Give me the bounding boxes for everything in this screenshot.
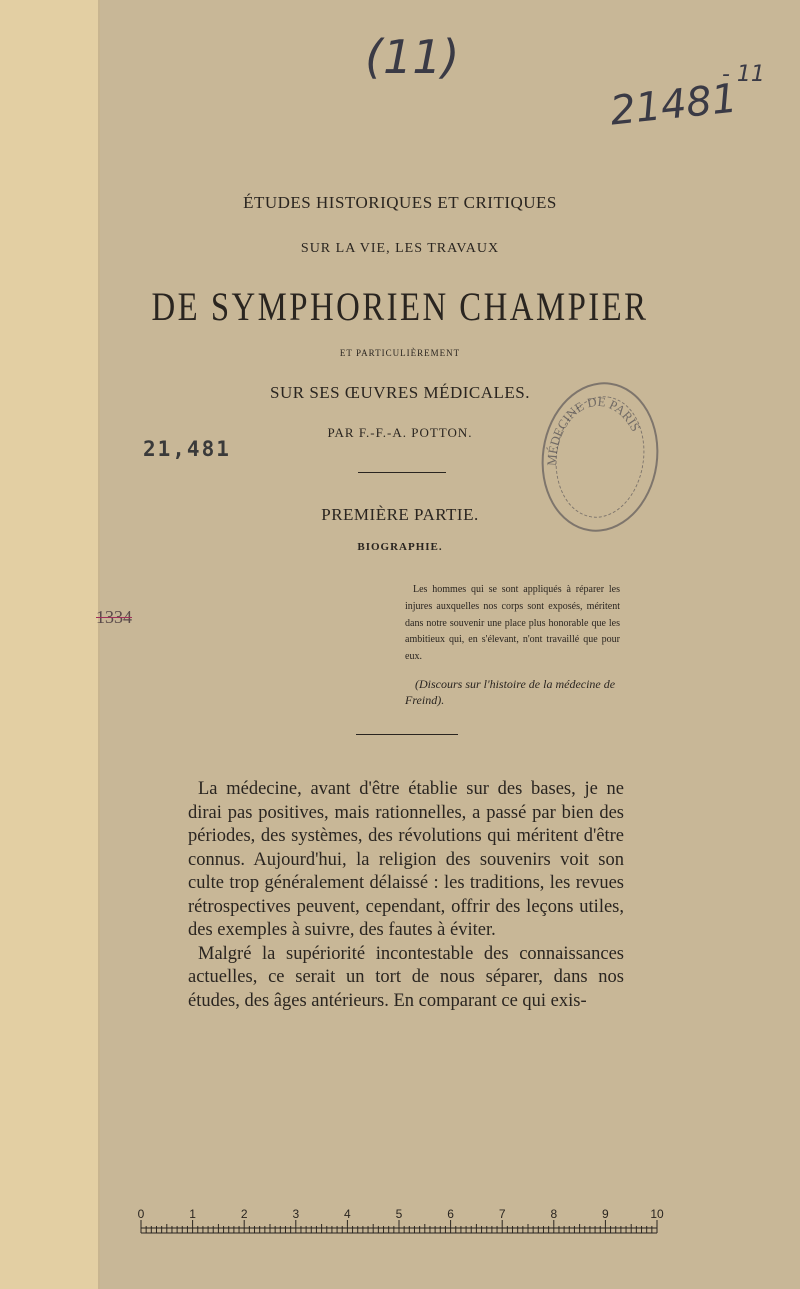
ruler-label: 3 bbox=[292, 1207, 300, 1221]
svg-text:MÉDECINE DE PARIS: MÉDECINE DE PARIS bbox=[543, 393, 644, 467]
shelf-mark-struck: 1334 bbox=[96, 607, 132, 627]
ruler-label: 10 bbox=[650, 1207, 664, 1221]
ruler-label: 0 bbox=[137, 1207, 145, 1221]
ruler-label: 4 bbox=[344, 1207, 351, 1221]
part-subtitle: BIOGRAPHIE. bbox=[357, 541, 443, 553]
title-line-4: ET PARTICULIÈREMENT bbox=[339, 348, 461, 358]
title-line-5: SUR SES ŒUVRES MÉDICALES. bbox=[270, 383, 530, 402]
title-main: DE SYMPHORIEN CHAMPIER bbox=[151, 284, 649, 329]
ruler-label: 8 bbox=[550, 1207, 558, 1221]
author-line: PAR F.-F.-A. POTTON. bbox=[327, 425, 473, 440]
paragraph-1: La médecine, avant d'être établie sur des bases, je ne dirai pas positives, mais rationnelles, a passé par bien des périodes, des systèmes, des révolutions qui méritent d'être connus. Aujourd'hui, la religion des souvenirs voit son culte trop généralement délaissé : les traditions, les revues rétrospectives peuvent, cependant, offrir des leçons utiles, des exemples à suivre, des fautes à éviter. bbox=[188, 779, 624, 940]
part-title: PREMIÈRE PARTIE. bbox=[321, 505, 479, 524]
epigraph-text: Les hommes qui se sont appliqués à réparer les injures auxquelles nos corps sont exposés, méritent dans notre souvenir une place plus honorable que les ambitieux qui, en s'élevant, n'ont travaillé que pour eux. bbox=[405, 584, 620, 663]
ruler-label: 5 bbox=[395, 1207, 403, 1221]
ruler-label: 6 bbox=[447, 1207, 454, 1221]
handwritten-corner-mark: - 11 bbox=[722, 62, 765, 87]
ruler-label: 7 bbox=[498, 1207, 506, 1221]
title-line-1: ÉTUDES HISTORIQUES ET CRITIQUES bbox=[243, 193, 557, 212]
ruler-label: 9 bbox=[602, 1207, 609, 1221]
divider-rule bbox=[358, 472, 446, 473]
epigraph-source: (Discours sur l'histoire de la médecine de Freind). bbox=[405, 677, 616, 707]
ruler-label: 2 bbox=[240, 1207, 248, 1221]
paragraph-2: Malgré la supériorité incontestable des connaissances actuelles, ce serait un tort de nous séparer, dans nos études, des âges antérieurs. En comparant ce qui exis- bbox=[188, 943, 624, 1011]
body-text bbox=[188, 778, 624, 1013]
handwritten-accession: 21481 bbox=[607, 75, 740, 135]
ruler-label: 1 bbox=[189, 1207, 196, 1221]
handwritten-mark-top: (11) bbox=[365, 30, 460, 84]
divider-rule-2 bbox=[356, 734, 458, 735]
scale-ruler bbox=[137, 1206, 664, 1238]
inventory-number: 21,481 bbox=[143, 437, 231, 461]
title-line-2: SUR LA VIE, LES TRAVAUX bbox=[300, 241, 500, 256]
